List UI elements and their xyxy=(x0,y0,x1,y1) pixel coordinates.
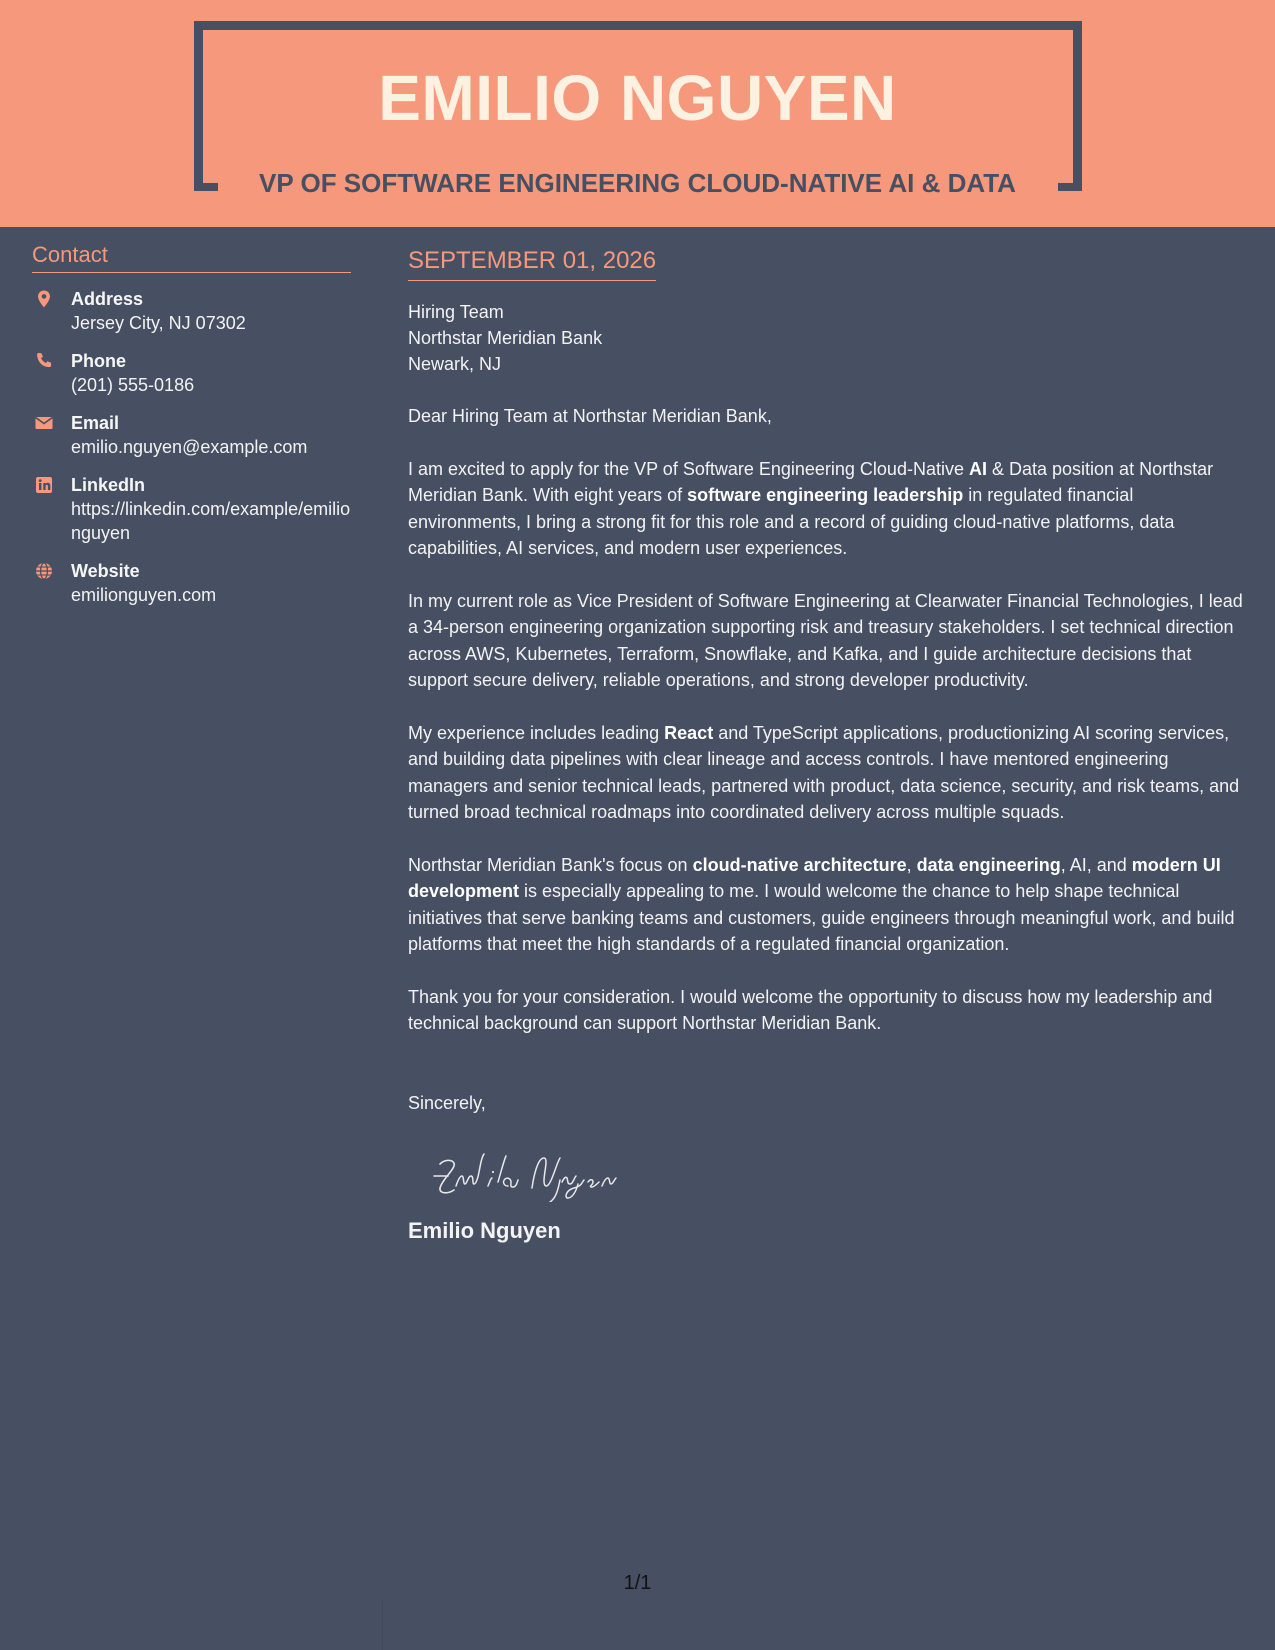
envelope-icon xyxy=(34,413,54,433)
paragraph-company-fit: Northstar Meridian Bank's focus on cloud-native architecture, data engineering, AI, and modern UI development is especially appealing to me. I would welcome the chance to help shape technical initiatives that serve banking teams and customers, guide engineers through meaningful work, and build platforms that meet the high standards of a regulated financial organization. xyxy=(408,854,1235,954)
header-banner xyxy=(0,0,1275,227)
contact-linkedin xyxy=(32,473,351,545)
linkedin-value[interactable]: https://linkedin.com/example/emilionguyen xyxy=(71,499,351,543)
paragraph-thanks: Thank you for your consideration. I would welcome the opportunity to discuss how my leadership and technical background can support Northstar Meridian Bank. xyxy=(408,986,1213,1033)
phone-value: (201) 555-0186 xyxy=(71,375,195,395)
contact-address xyxy=(32,287,351,335)
recipient-line: Northstar Meridian Bank xyxy=(408,328,603,348)
linkedin-icon xyxy=(34,475,54,495)
website-value[interactable]: emilionguyen.com xyxy=(71,585,217,605)
signer-name: Emilio Nguyen xyxy=(408,1217,561,1243)
page-number: 1/1 xyxy=(623,1572,652,1594)
page-divider xyxy=(382,1598,383,1650)
letter-date: SEPTEMBER 01, 2026 xyxy=(408,245,656,281)
linkedin-label: LinkedIn xyxy=(71,475,146,495)
globe-icon xyxy=(34,561,54,581)
closing: Sincerely, xyxy=(408,1092,486,1113)
recipient-line: Newark, NJ xyxy=(408,354,502,374)
applicant-name: EMILIO NGUYEN xyxy=(378,62,897,134)
contact-email xyxy=(32,411,351,459)
email-label: Email xyxy=(71,413,120,433)
address-value: Jersey City, NJ 07302 xyxy=(71,313,246,333)
paragraph-experience: My experience includes leading React and TypeScript applications, productionizing AI scoring services, and building data pipelines with clear lineage and access controls. I have mentored engineering managers and senior technical leads, partnered with product, data science, security, and risk teams, and turned broad technical roadmaps into coordinated delivery across multiple squads. xyxy=(408,722,1240,822)
map-pin-icon xyxy=(34,289,54,309)
job-title: VP OF SOFTWARE ENGINEERING CLOUD-NATIVE AI & DATA xyxy=(259,168,1016,198)
email-value[interactable]: emilio.nguyen@example.com xyxy=(71,437,308,457)
letter-body xyxy=(408,245,1248,1245)
salutation: Dear Hiring Team at Northstar Meridian Bank, xyxy=(408,406,772,426)
recipient-block xyxy=(408,299,1248,377)
paragraph-intro: I am excited to apply for the VP of Software Engineering Cloud-Native AI & Data position at Northstar Meridian Bank. With eight years of software engineering leadership in regulated financial environments, I bring a strong fit for this role and a record of guiding cloud-native platforms, data capabilities, AI services, and modern user experiences. xyxy=(408,458,1214,558)
contact-sidebar xyxy=(32,240,351,607)
contact-website xyxy=(32,559,351,607)
handwritten-signature xyxy=(426,1142,666,1202)
recipient-line: Hiring Team xyxy=(408,302,504,322)
website-label: Website xyxy=(71,561,140,581)
contact-phone xyxy=(32,349,351,397)
address-label: Address xyxy=(71,289,144,309)
contact-heading: Contact xyxy=(32,240,351,273)
phone-icon xyxy=(34,351,54,371)
paragraph-current-role: In my current role as Vice President of Software Engineering at Clearwater Financial Technologies, I lead a 34-person engineering organization supporting risk and treasury stakeholders. I set technical direction across AWS, Kubernetes, Terraform, Snowflake, and Kafka, and I guide architecture decisions that support secure delivery, reliable operations, and strong developer productivity. xyxy=(408,590,1243,690)
phone-label: Phone xyxy=(71,351,127,371)
